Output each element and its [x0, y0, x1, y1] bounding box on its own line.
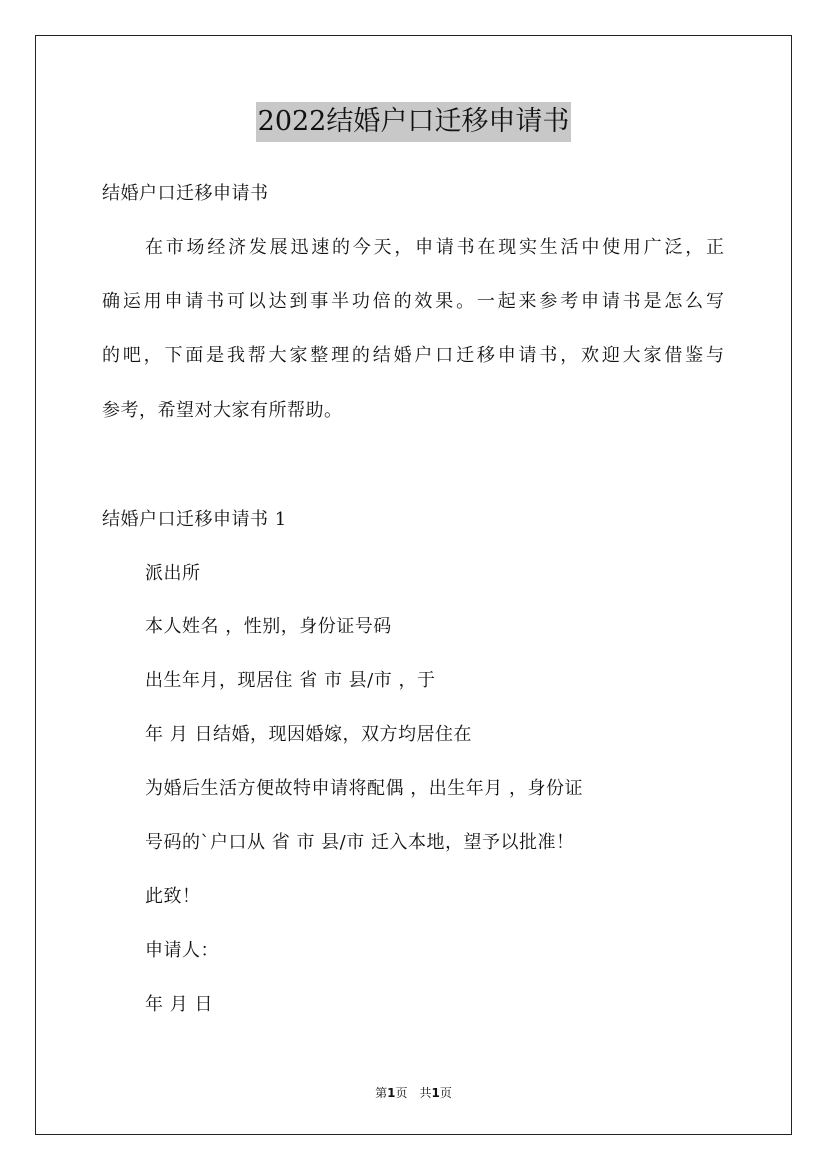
letter-line: 派出所	[145, 563, 201, 584]
letter-line: 出生年月，现居住 省 市 县/市 ，于	[145, 670, 436, 691]
title-wrap	[0, 102, 827, 142]
section-heading: 结婚户口迁移申请书 1	[102, 509, 287, 530]
letter-line: 此致！	[145, 886, 201, 907]
document-title: 2022结婚户口迁移申请书	[256, 102, 572, 142]
intro-line-3: 的吧，下面是我帮大家整理的结婚户口迁移申请书，欢迎大家借鉴与	[102, 345, 724, 366]
intro-line-4: 参考，希望对大家有所帮助。	[102, 400, 343, 421]
page-footer	[0, 1084, 827, 1101]
footer-total-pages: 1	[431, 1086, 440, 1100]
footer-page-number: 1	[387, 1086, 396, 1100]
intro-line-2: 确运用申请书可以达到事半功倍的效果。一起来参考申请书是怎么写	[102, 291, 724, 312]
footer-prefix: 第	[375, 1086, 388, 1100]
intro-line-1: 在市场经济发展迅速的今天，申请书在现实生活中使用广泛，正	[145, 237, 724, 258]
date-line: 年 月 日	[145, 994, 213, 1015]
letter-line: 为婚后生活方便故特申请将配偶 ，出生年月 ，身份证	[145, 778, 583, 799]
footer-suffix: 页	[439, 1086, 452, 1100]
subtitle: 结婚户口迁移申请书	[102, 183, 269, 204]
letter-line: 号码的`户口从 省 市 县/市 迁入本地，望予以批准！	[145, 832, 575, 853]
letter-line: 年 月 日结婚，现因婚嫁，双方均居住在	[145, 724, 472, 745]
applicant-label: 申请人：	[145, 940, 219, 961]
footer-mid: 页 共	[395, 1086, 432, 1100]
letter-line: 本人姓名 ，性别，身份证号码	[145, 616, 392, 637]
